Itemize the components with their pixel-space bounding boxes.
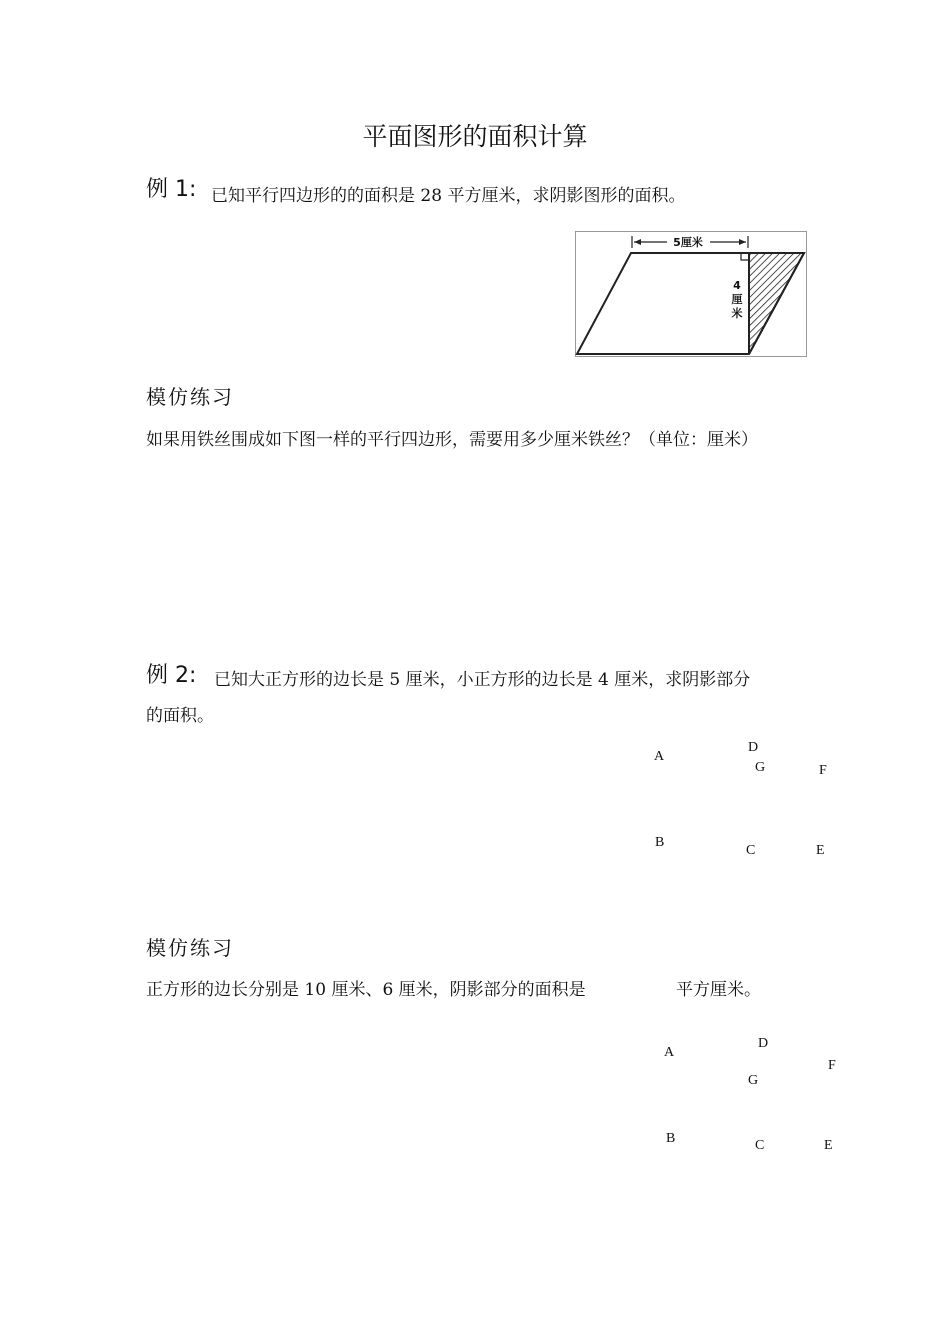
ex2-point-d-label: D <box>748 740 759 755</box>
height-label-unit-2: 米 <box>731 307 743 320</box>
parallelogram-figure <box>575 231 807 357</box>
shaded-triangle <box>749 253 804 354</box>
ex2-point-e-label: E <box>816 843 825 858</box>
practice-2-heading: 模仿练习 <box>146 936 234 960</box>
practice-2-text-part-1: 正方形的边长分别是 10 厘米、6 厘米，阴影部分的面积是 <box>146 980 586 1000</box>
right-angle-mark <box>741 253 749 260</box>
example-1-text: 已知平行四边形的的面积是 28 平方厘米，求阴影图形的面积。 <box>211 186 686 206</box>
page-title: 平面图形的面积计算 <box>362 122 588 151</box>
pr2-point-e-label: E <box>824 1138 833 1153</box>
pr2-point-g-label: G <box>748 1073 759 1088</box>
pr2-point-a-label: A <box>664 1045 675 1060</box>
ex2-point-b-label: B <box>655 835 665 850</box>
dim-arrow-right <box>739 239 746 245</box>
example-2-text-line-1: 已知大正方形的边长是 5 厘米，小正方形的边长是 4 厘米，求阴影部分 <box>214 670 751 690</box>
ex2-point-a-label: A <box>654 749 665 764</box>
example-2-label: 例 2: <box>146 663 197 688</box>
height-label-unit-1: 厘 <box>731 293 743 306</box>
practice-1-heading: 模仿练习 <box>146 385 234 409</box>
dim-arrow-left <box>634 239 641 245</box>
example-1-label: 例 1: <box>146 177 197 202</box>
ex2-point-g-label: G <box>755 760 766 775</box>
pr2-point-f-label: F <box>828 1058 836 1073</box>
practice-1-text: 如果用铁丝围成如下图一样的平行四边形，需要用多少厘米铁丝？（单位：厘米） <box>146 430 758 450</box>
width-label: 5厘米 <box>673 236 703 249</box>
pr2-point-c-label: C <box>755 1138 765 1153</box>
ex2-point-f-label: F <box>819 763 827 778</box>
height-label-number: 4 <box>733 279 741 292</box>
practice-2-text-part-2: 平方厘米。 <box>676 980 761 1000</box>
pr2-point-b-label: B <box>666 1131 676 1146</box>
pr2-point-d-label: D <box>758 1036 769 1051</box>
ex2-point-c-label: C <box>746 843 756 858</box>
example-2-text-line-2: 的面积。 <box>146 706 214 726</box>
